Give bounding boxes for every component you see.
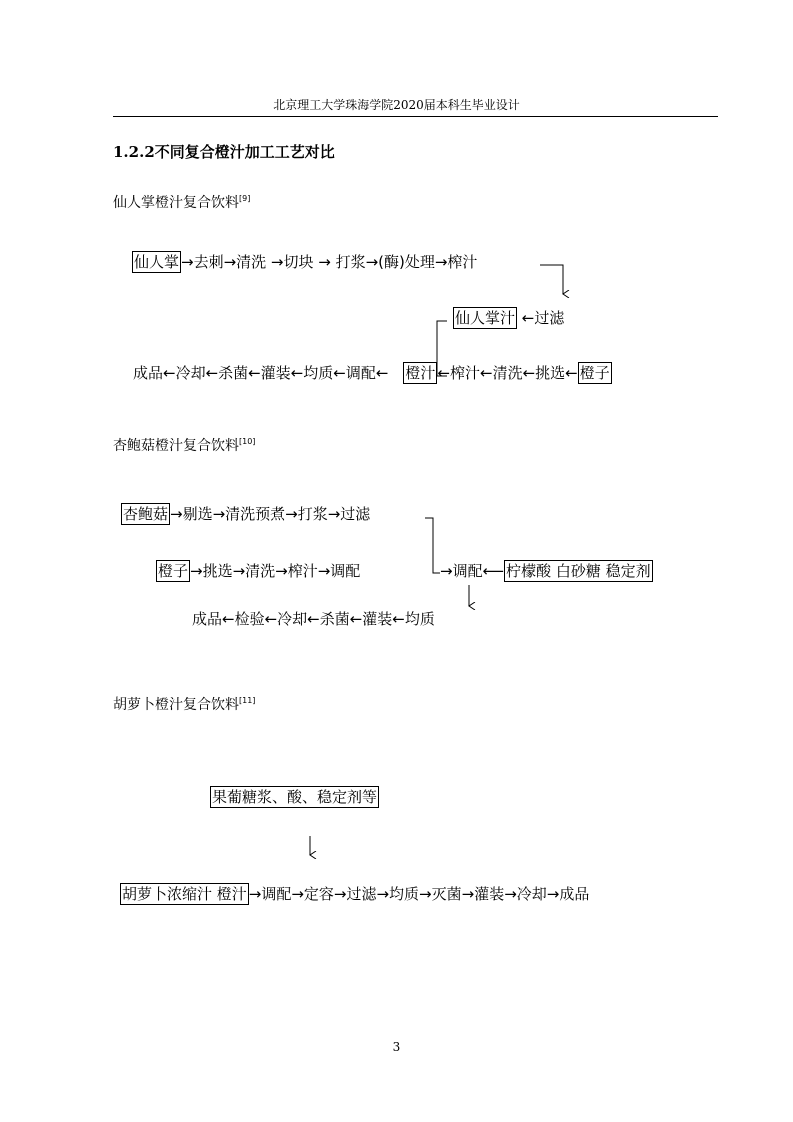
mushroom-heading: 杏鲍菇橙汁复合饮料[10] [113, 437, 256, 454]
mushroom-orange-box: 橙子 [158, 562, 189, 580]
additives-box: 柠檬酸 白砂糖 稳定剂 [506, 562, 651, 580]
carrot-juice-box: 胡萝卜浓缩汁 橙汁 [122, 885, 247, 903]
cactus-filter-step: ←过滤 [521, 309, 565, 327]
carrot-row-steps: →调配→定容→过滤→均质→灭菌→灌装→冷却→成品 [248, 885, 590, 903]
mushroom-row1-steps: →剔选→清洗预煮→打浆→过滤 [170, 505, 371, 523]
cactus-box: 仙人掌 [134, 253, 180, 271]
cactus-row3-left: 成品←冷却←杀菌←灌装←均质←调配← [133, 364, 389, 382]
mushroom-row3: 成品←检验←冷却←杀菌←灌装←均质 [192, 610, 435, 628]
syrup-box: 果葡糖浆、酸、稳定剂等 [212, 788, 378, 806]
mushroom-ref: [10] [239, 437, 256, 446]
mushroom-connector [425, 518, 440, 573]
orange-box: 橙子 [579, 364, 610, 382]
mushroom-mix-step: →调配 [440, 562, 483, 580]
running-header: 北京理工大学珠海学院2020届本科生毕业设计 [273, 98, 520, 112]
section-title: 1.2.2不同复合橙汁加工工艺对比 [113, 143, 335, 161]
cactus-row1-steps: →去刺→清洗 →切块 → 打浆→(酶)处理→榨汁 [181, 253, 478, 271]
orange-juice-box: 橙汁 [405, 364, 436, 382]
page-number: 3 [392, 1040, 401, 1054]
mushroom-row2-steps: →挑选→清洗→榨汁→调配 [190, 562, 361, 580]
cactus-row3-mid: ←榨汁←清洗←挑选← [437, 364, 578, 382]
cactus-connector-down [540, 265, 563, 294]
mushroom-box: 杏鲍菇 [123, 505, 169, 523]
carrot-ref: [11] [239, 696, 256, 705]
carrot-heading: 胡萝卜橙汁复合饮料[11] [113, 696, 256, 713]
cactus-bracket [437, 321, 447, 376]
mushroom-long-arrow: ⟵ [482, 562, 505, 580]
cactus-juice-box: 仙人掌汁 [455, 309, 516, 327]
cactus-heading: 仙人掌橙汁复合饮料[9] [113, 194, 251, 211]
cactus-ref: [9] [239, 194, 251, 203]
